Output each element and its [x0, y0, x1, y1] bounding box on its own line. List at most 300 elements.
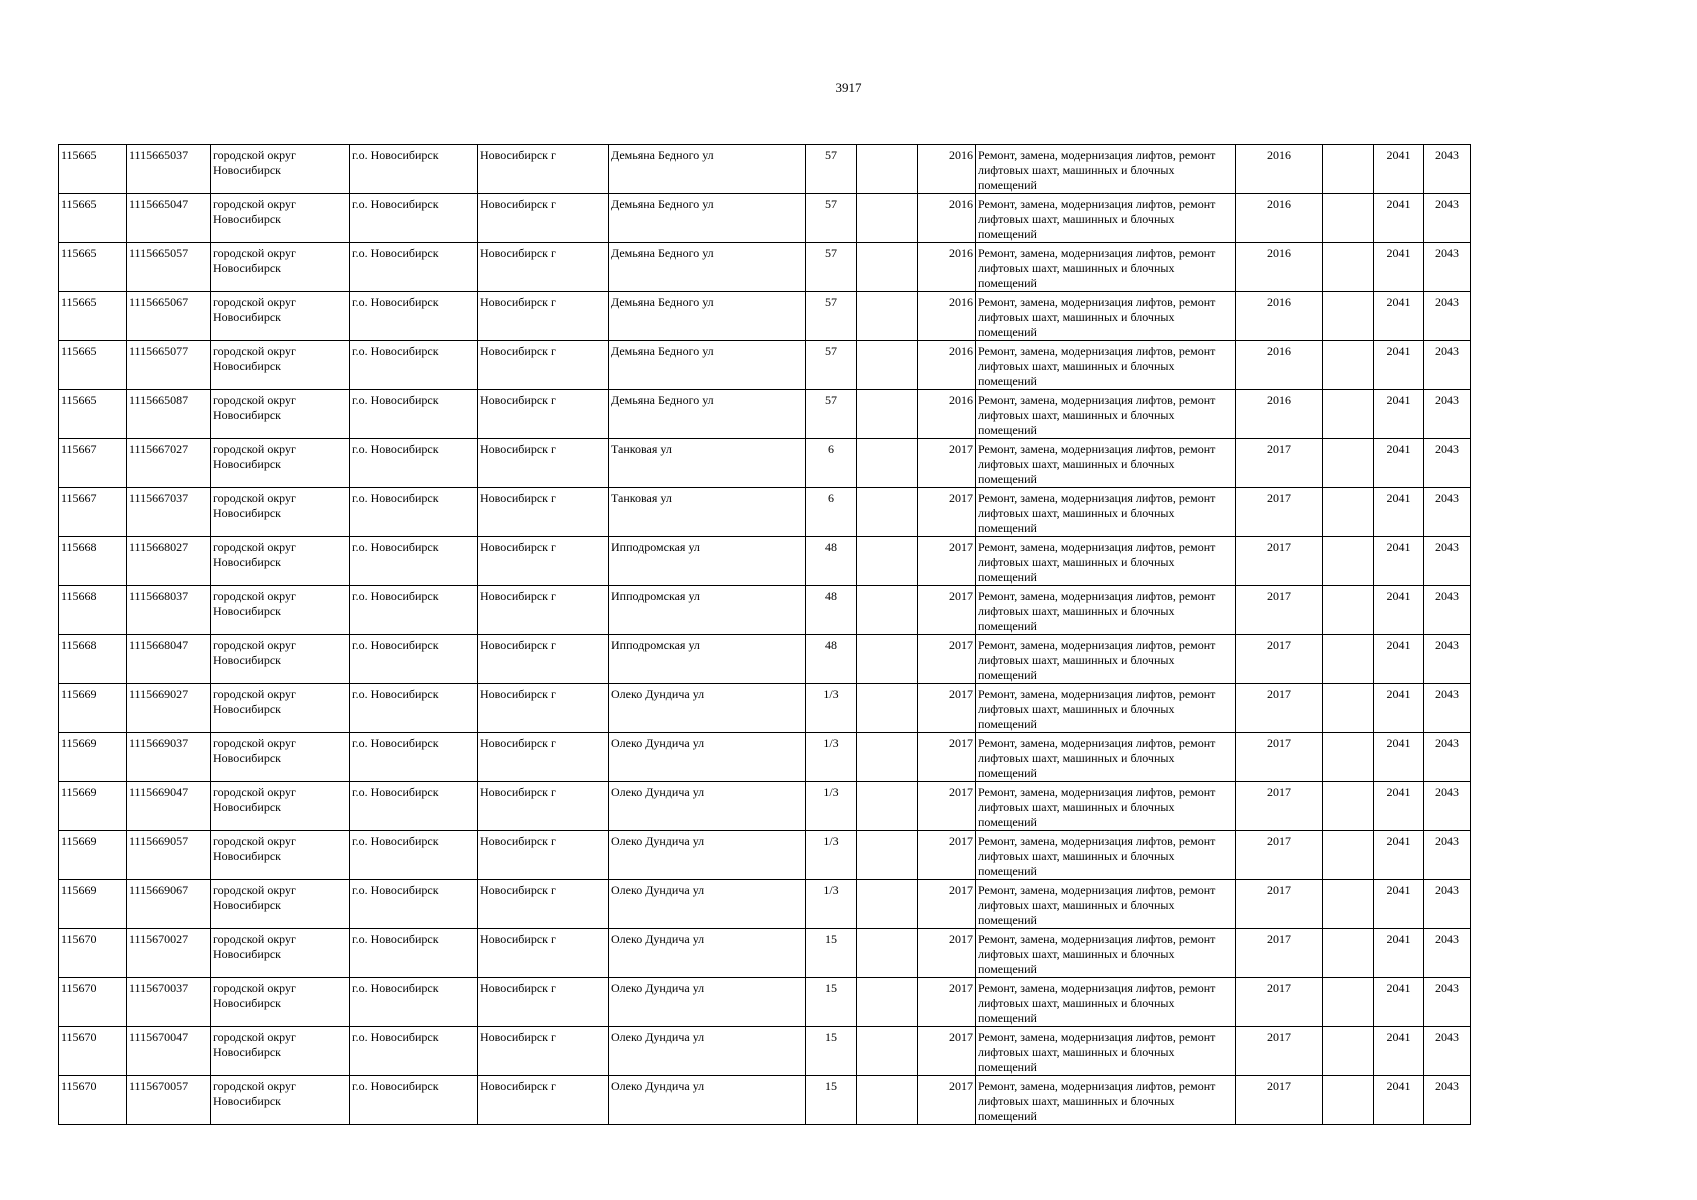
cell-year-from: 2041 [1374, 635, 1424, 684]
table-row [59, 733, 1471, 782]
cell-municipality: городской округ Новосибирск [211, 145, 350, 194]
cell-city: Новосибирск г [478, 1076, 609, 1125]
cell-city: Новосибирск г [478, 586, 609, 635]
cell-work: Ремонт, замена, модернизация лифтов, ремонт лифтовых шахт, машинных и блочных помещений [976, 341, 1236, 390]
cell-year-plan: 2016 [1236, 341, 1323, 390]
cell-year-to: 2043 [1424, 292, 1471, 341]
cell-year-from: 2041 [1374, 978, 1424, 1027]
cell-code: 1115669027 [127, 684, 211, 733]
cell-municipality: городской округ Новосибирск [211, 341, 350, 390]
cell-code: 1115665067 [127, 292, 211, 341]
cell-blank-2 [1323, 194, 1374, 243]
cell-municipality: городской округ Новосибирск [211, 635, 350, 684]
cell-district: г.о. Новосибирск [350, 978, 478, 1027]
table-row [59, 1027, 1471, 1076]
table-row [59, 439, 1471, 488]
cell-year-plan: 2016 [1236, 292, 1323, 341]
table-row [59, 1076, 1471, 1125]
cell-house: 57 [806, 243, 857, 292]
cell-year: 2017 [918, 439, 976, 488]
cell-city: Новосибирск г [478, 880, 609, 929]
cell-blank-1 [857, 880, 918, 929]
cell-blank-1 [857, 782, 918, 831]
cell-district: г.о. Новосибирск [350, 684, 478, 733]
cell-blank-1 [857, 1027, 918, 1076]
cell-blank-1 [857, 194, 918, 243]
cell-year-from: 2041 [1374, 292, 1424, 341]
table-row [59, 684, 1471, 733]
cell-blank-2 [1323, 684, 1374, 733]
cell-code: 1115667027 [127, 439, 211, 488]
table-row [59, 145, 1471, 194]
cell-city: Новосибирск г [478, 145, 609, 194]
cell-municipality: городской округ Новосибирск [211, 1076, 350, 1125]
cell-year-from: 2041 [1374, 929, 1424, 978]
cell-house: 1/3 [806, 831, 857, 880]
cell-blank-1 [857, 390, 918, 439]
cell-city: Новосибирск г [478, 1027, 609, 1076]
cell-year: 2017 [918, 733, 976, 782]
registry-table [58, 144, 1471, 1125]
cell-blank-1 [857, 145, 918, 194]
cell-id: 115670 [59, 978, 127, 1027]
cell-city: Новосибирск г [478, 929, 609, 978]
cell-year-to: 2043 [1424, 635, 1471, 684]
cell-work: Ремонт, замена, модернизация лифтов, ремонт лифтовых шахт, машинных и блочных помещений [976, 684, 1236, 733]
cell-street: Демьяна Бедного ул [609, 341, 806, 390]
cell-city: Новосибирск г [478, 978, 609, 1027]
cell-code: 1115668027 [127, 537, 211, 586]
cell-id: 115668 [59, 586, 127, 635]
cell-city: Новосибирск г [478, 831, 609, 880]
cell-blank-1 [857, 292, 918, 341]
cell-code: 1115665047 [127, 194, 211, 243]
cell-code: 1115670037 [127, 978, 211, 1027]
table-row [59, 635, 1471, 684]
cell-year-plan: 2017 [1236, 439, 1323, 488]
cell-street: Демьяна Бедного ул [609, 390, 806, 439]
cell-code: 1115667037 [127, 488, 211, 537]
table-row [59, 880, 1471, 929]
cell-id: 115669 [59, 831, 127, 880]
cell-code: 1115665057 [127, 243, 211, 292]
cell-house: 57 [806, 194, 857, 243]
cell-street: Танковая ул [609, 439, 806, 488]
cell-house: 48 [806, 586, 857, 635]
cell-blank-1 [857, 733, 918, 782]
cell-blank-2 [1323, 880, 1374, 929]
cell-id: 115667 [59, 488, 127, 537]
cell-year-from: 2041 [1374, 243, 1424, 292]
cell-blank-2 [1323, 929, 1374, 978]
cell-id: 115670 [59, 1076, 127, 1125]
cell-year-plan: 2017 [1236, 635, 1323, 684]
table-row [59, 782, 1471, 831]
cell-city: Новосибирск г [478, 439, 609, 488]
cell-id: 115665 [59, 145, 127, 194]
cell-city: Новосибирск г [478, 635, 609, 684]
cell-municipality: городской округ Новосибирск [211, 929, 350, 978]
cell-city: Новосибирск г [478, 733, 609, 782]
cell-year-from: 2041 [1374, 341, 1424, 390]
cell-code: 1115668047 [127, 635, 211, 684]
cell-blank-2 [1323, 439, 1374, 488]
cell-district: г.о. Новосибирск [350, 145, 478, 194]
cell-blank-2 [1323, 733, 1374, 782]
cell-blank-1 [857, 831, 918, 880]
cell-house: 57 [806, 145, 857, 194]
cell-blank-1 [857, 929, 918, 978]
cell-blank-2 [1323, 978, 1374, 1027]
cell-year: 2017 [918, 978, 976, 1027]
cell-code: 1115670047 [127, 1027, 211, 1076]
cell-work: Ремонт, замена, модернизация лифтов, ремонт лифтовых шахт, машинных и блочных помещений [976, 831, 1236, 880]
cell-street: Ипподромская ул [609, 635, 806, 684]
cell-year: 2016 [918, 145, 976, 194]
cell-city: Новосибирск г [478, 782, 609, 831]
cell-house: 15 [806, 929, 857, 978]
cell-year-plan: 2017 [1236, 733, 1323, 782]
cell-blank-2 [1323, 1076, 1374, 1125]
cell-work: Ремонт, замена, модернизация лифтов, ремонт лифтовых шахт, машинных и блочных помещений [976, 978, 1236, 1027]
cell-street: Демьяна Бедного ул [609, 292, 806, 341]
cell-year-plan: 2017 [1236, 880, 1323, 929]
cell-municipality: городской округ Новосибирск [211, 243, 350, 292]
cell-blank-1 [857, 1076, 918, 1125]
cell-district: г.о. Новосибирск [350, 243, 478, 292]
cell-house: 15 [806, 1076, 857, 1125]
cell-street: Танковая ул [609, 488, 806, 537]
cell-house: 1/3 [806, 684, 857, 733]
cell-municipality: городской округ Новосибирск [211, 292, 350, 341]
cell-street: Демьяна Бедного ул [609, 145, 806, 194]
cell-street: Демьяна Бедного ул [609, 243, 806, 292]
cell-year-from: 2041 [1374, 782, 1424, 831]
cell-year-from: 2041 [1374, 684, 1424, 733]
cell-municipality: городской округ Новосибирск [211, 978, 350, 1027]
cell-street: Олеко Дундича ул [609, 684, 806, 733]
cell-municipality: городской округ Новосибирск [211, 1027, 350, 1076]
cell-year: 2017 [918, 537, 976, 586]
cell-district: г.о. Новосибирск [350, 292, 478, 341]
cell-year: 2017 [918, 929, 976, 978]
cell-municipality: городской округ Новосибирск [211, 733, 350, 782]
cell-year-plan: 2016 [1236, 390, 1323, 439]
cell-work: Ремонт, замена, модернизация лифтов, ремонт лифтовых шахт, машинных и блочных помещений [976, 1027, 1236, 1076]
cell-house: 6 [806, 488, 857, 537]
cell-street: Олеко Дундича ул [609, 978, 806, 1027]
cell-year-to: 2043 [1424, 1027, 1471, 1076]
cell-year-to: 2043 [1424, 439, 1471, 488]
cell-blank-2 [1323, 782, 1374, 831]
cell-house: 57 [806, 292, 857, 341]
cell-work: Ремонт, замена, модернизация лифтов, ремонт лифтовых шахт, машинных и блочных помещений [976, 929, 1236, 978]
cell-work: Ремонт, замена, модернизация лифтов, ремонт лифтовых шахт, машинных и блочных помещений [976, 390, 1236, 439]
cell-year-plan: 2017 [1236, 831, 1323, 880]
cell-district: г.о. Новосибирск [350, 733, 478, 782]
cell-blank-2 [1323, 831, 1374, 880]
cell-district: г.о. Новосибирск [350, 1027, 478, 1076]
cell-blank-2 [1323, 243, 1374, 292]
cell-year-to: 2043 [1424, 586, 1471, 635]
cell-municipality: городской округ Новосибирск [211, 439, 350, 488]
cell-year-plan: 2017 [1236, 586, 1323, 635]
cell-municipality: городской округ Новосибирск [211, 880, 350, 929]
cell-year-to: 2043 [1424, 684, 1471, 733]
cell-year-plan: 2016 [1236, 194, 1323, 243]
cell-work: Ремонт, замена, модернизация лифтов, ремонт лифтовых шахт, машинных и блочных помещений [976, 880, 1236, 929]
cell-city: Новосибирск г [478, 194, 609, 243]
cell-district: г.о. Новосибирск [350, 880, 478, 929]
cell-year-from: 2041 [1374, 733, 1424, 782]
cell-code: 1115669047 [127, 782, 211, 831]
cell-year-from: 2041 [1374, 390, 1424, 439]
cell-district: г.о. Новосибирск [350, 782, 478, 831]
table-row [59, 390, 1471, 439]
cell-work: Ремонт, замена, модернизация лифтов, ремонт лифтовых шахт, машинных и блочных помещений [976, 537, 1236, 586]
cell-street: Олеко Дундича ул [609, 880, 806, 929]
cell-year-to: 2043 [1424, 831, 1471, 880]
cell-blank-1 [857, 439, 918, 488]
cell-blank-1 [857, 684, 918, 733]
cell-work: Ремонт, замена, модернизация лифтов, ремонт лифтовых шахт, машинных и блочных помещений [976, 292, 1236, 341]
cell-work: Ремонт, замена, модернизация лифтов, ремонт лифтовых шахт, машинных и блочных помещений [976, 586, 1236, 635]
cell-district: г.о. Новосибирск [350, 635, 478, 684]
cell-year: 2017 [918, 782, 976, 831]
table-row [59, 831, 1471, 880]
cell-district: г.о. Новосибирск [350, 929, 478, 978]
cell-district: г.о. Новосибирск [350, 537, 478, 586]
cell-city: Новосибирск г [478, 488, 609, 537]
cell-year-plan: 2017 [1236, 782, 1323, 831]
cell-work: Ремонт, замена, модернизация лифтов, ремонт лифтовых шахт, машинных и блочных помещений [976, 145, 1236, 194]
page-number: 3917 [835, 80, 862, 95]
cell-year: 2017 [918, 880, 976, 929]
cell-year-plan: 2017 [1236, 537, 1323, 586]
cell-district: г.о. Новосибирск [350, 341, 478, 390]
cell-house: 48 [806, 635, 857, 684]
cell-year-from: 2041 [1374, 880, 1424, 929]
cell-year: 2016 [918, 292, 976, 341]
cell-street: Олеко Дундича ул [609, 733, 806, 782]
cell-house: 15 [806, 978, 857, 1027]
cell-id: 115670 [59, 1027, 127, 1076]
cell-house: 15 [806, 1027, 857, 1076]
cell-year-to: 2043 [1424, 537, 1471, 586]
cell-year-from: 2041 [1374, 439, 1424, 488]
cell-work: Ремонт, замена, модернизация лифтов, ремонт лифтовых шахт, машинных и блочных помещений [976, 439, 1236, 488]
cell-year-from: 2041 [1374, 145, 1424, 194]
cell-blank-2 [1323, 488, 1374, 537]
table-row [59, 488, 1471, 537]
cell-year-to: 2043 [1424, 243, 1471, 292]
cell-blank-2 [1323, 586, 1374, 635]
cell-code: 1115669037 [127, 733, 211, 782]
cell-district: г.о. Новосибирск [350, 194, 478, 243]
cell-id: 115665 [59, 194, 127, 243]
cell-street: Олеко Дундича ул [609, 831, 806, 880]
cell-blank-1 [857, 635, 918, 684]
cell-year-plan: 2017 [1236, 1027, 1323, 1076]
cell-municipality: городской округ Новосибирск [211, 488, 350, 537]
cell-code: 1115669057 [127, 831, 211, 880]
cell-year: 2016 [918, 390, 976, 439]
cell-street: Олеко Дундича ул [609, 782, 806, 831]
cell-year: 2017 [918, 586, 976, 635]
cell-municipality: городской округ Новосибирск [211, 684, 350, 733]
cell-city: Новосибирск г [478, 341, 609, 390]
cell-year-from: 2041 [1374, 488, 1424, 537]
cell-house: 6 [806, 439, 857, 488]
cell-year-to: 2043 [1424, 341, 1471, 390]
cell-year-plan: 2017 [1236, 929, 1323, 978]
cell-district: г.о. Новосибирск [350, 488, 478, 537]
cell-blank-1 [857, 978, 918, 1027]
cell-municipality: городской округ Новосибирск [211, 194, 350, 243]
registry-body [59, 145, 1471, 1125]
cell-house: 57 [806, 341, 857, 390]
table-row [59, 537, 1471, 586]
cell-year-to: 2043 [1424, 390, 1471, 439]
cell-year-to: 2043 [1424, 880, 1471, 929]
cell-year-from: 2041 [1374, 586, 1424, 635]
cell-blank-1 [857, 341, 918, 390]
cell-year-plan: 2016 [1236, 243, 1323, 292]
cell-code: 1115668037 [127, 586, 211, 635]
cell-municipality: городской округ Новосибирск [211, 537, 350, 586]
cell-year-to: 2043 [1424, 194, 1471, 243]
cell-blank-2 [1323, 145, 1374, 194]
cell-blank-2 [1323, 292, 1374, 341]
cell-house: 1/3 [806, 733, 857, 782]
table-row [59, 978, 1471, 1027]
cell-id: 115665 [59, 390, 127, 439]
cell-work: Ремонт, замена, модернизация лифтов, ремонт лифтовых шахт, машинных и блочных помещений [976, 782, 1236, 831]
cell-street: Ипподромская ул [609, 537, 806, 586]
cell-year: 2017 [918, 1076, 976, 1125]
cell-city: Новосибирск г [478, 292, 609, 341]
cell-work: Ремонт, замена, модернизация лифтов, ремонт лифтовых шахт, машинных и блочных помещений [976, 488, 1236, 537]
cell-year-plan: 2017 [1236, 978, 1323, 1027]
cell-city: Новосибирск г [478, 684, 609, 733]
cell-district: г.о. Новосибирск [350, 586, 478, 635]
cell-work: Ремонт, замена, модернизация лифтов, ремонт лифтовых шахт, машинных и блочных помещений [976, 635, 1236, 684]
cell-year-to: 2043 [1424, 978, 1471, 1027]
cell-blank-2 [1323, 1027, 1374, 1076]
cell-house: 1/3 [806, 880, 857, 929]
cell-year-from: 2041 [1374, 194, 1424, 243]
table-row [59, 341, 1471, 390]
cell-id: 115668 [59, 635, 127, 684]
cell-year-to: 2043 [1424, 145, 1471, 194]
cell-id: 115665 [59, 292, 127, 341]
cell-house: 57 [806, 390, 857, 439]
cell-municipality: городской округ Новосибирск [211, 782, 350, 831]
cell-year: 2017 [918, 684, 976, 733]
cell-district: г.о. Новосибирск [350, 831, 478, 880]
cell-street: Олеко Дундича ул [609, 1076, 806, 1125]
cell-blank-2 [1323, 537, 1374, 586]
cell-year: 2017 [918, 488, 976, 537]
cell-year: 2016 [918, 194, 976, 243]
table-row [59, 292, 1471, 341]
table-row [59, 243, 1471, 292]
cell-house: 1/3 [806, 782, 857, 831]
cell-year: 2017 [918, 635, 976, 684]
cell-work: Ремонт, замена, модернизация лифтов, ремонт лифтовых шахт, машинных и блочных помещений [976, 733, 1236, 782]
cell-city: Новосибирск г [478, 390, 609, 439]
cell-year-plan: 2016 [1236, 145, 1323, 194]
cell-year-from: 2041 [1374, 831, 1424, 880]
cell-blank-1 [857, 537, 918, 586]
cell-district: г.о. Новосибирск [350, 1076, 478, 1125]
cell-year-from: 2041 [1374, 1076, 1424, 1125]
cell-blank-1 [857, 488, 918, 537]
cell-year-from: 2041 [1374, 537, 1424, 586]
table-row [59, 586, 1471, 635]
cell-work: Ремонт, замена, модернизация лифтов, ремонт лифтовых шахт, машинных и блочных помещений [976, 1076, 1236, 1125]
cell-id: 115665 [59, 243, 127, 292]
cell-blank-1 [857, 586, 918, 635]
cell-year-from: 2041 [1374, 1027, 1424, 1076]
cell-year-plan: 2017 [1236, 684, 1323, 733]
cell-code: 1115669067 [127, 880, 211, 929]
cell-code: 1115670027 [127, 929, 211, 978]
cell-code: 1115665077 [127, 341, 211, 390]
cell-year-plan: 2017 [1236, 1076, 1323, 1125]
cell-id: 115669 [59, 733, 127, 782]
cell-street: Олеко Дундича ул [609, 929, 806, 978]
cell-district: г.о. Новосибирск [350, 390, 478, 439]
cell-id: 115669 [59, 880, 127, 929]
cell-code: 1115665087 [127, 390, 211, 439]
cell-work: Ремонт, замена, модернизация лифтов, ремонт лифтовых шахт, машинных и блочных помещений [976, 194, 1236, 243]
cell-street: Олеко Дундича ул [609, 1027, 806, 1076]
cell-blank-2 [1323, 390, 1374, 439]
cell-code: 1115665037 [127, 145, 211, 194]
cell-id: 115665 [59, 341, 127, 390]
cell-id: 115669 [59, 684, 127, 733]
cell-city: Новосибирск г [478, 243, 609, 292]
cell-house: 48 [806, 537, 857, 586]
cell-year-to: 2043 [1424, 1076, 1471, 1125]
cell-blank-1 [857, 243, 918, 292]
table-row [59, 194, 1471, 243]
cell-municipality: городской округ Новосибирск [211, 390, 350, 439]
cell-street: Ипподромская ул [609, 586, 806, 635]
cell-id: 115667 [59, 439, 127, 488]
cell-district: г.о. Новосибирск [350, 439, 478, 488]
cell-city: Новосибирск г [478, 537, 609, 586]
cell-id: 115670 [59, 929, 127, 978]
cell-blank-2 [1323, 635, 1374, 684]
cell-work: Ремонт, замена, модернизация лифтов, ремонт лифтовых шахт, машинных и блочных помещений [976, 243, 1236, 292]
cell-code: 1115670057 [127, 1076, 211, 1125]
cell-year-plan: 2017 [1236, 488, 1323, 537]
cell-municipality: городской округ Новосибирск [211, 586, 350, 635]
cell-street: Демьяна Бедного ул [609, 194, 806, 243]
cell-year-to: 2043 [1424, 782, 1471, 831]
cell-year-to: 2043 [1424, 733, 1471, 782]
cell-year: 2017 [918, 1027, 976, 1076]
table-row [59, 929, 1471, 978]
cell-municipality: городской округ Новосибирск [211, 831, 350, 880]
cell-year: 2017 [918, 831, 976, 880]
cell-year-to: 2043 [1424, 488, 1471, 537]
cell-id: 115668 [59, 537, 127, 586]
cell-year: 2016 [918, 243, 976, 292]
cell-blank-2 [1323, 341, 1374, 390]
